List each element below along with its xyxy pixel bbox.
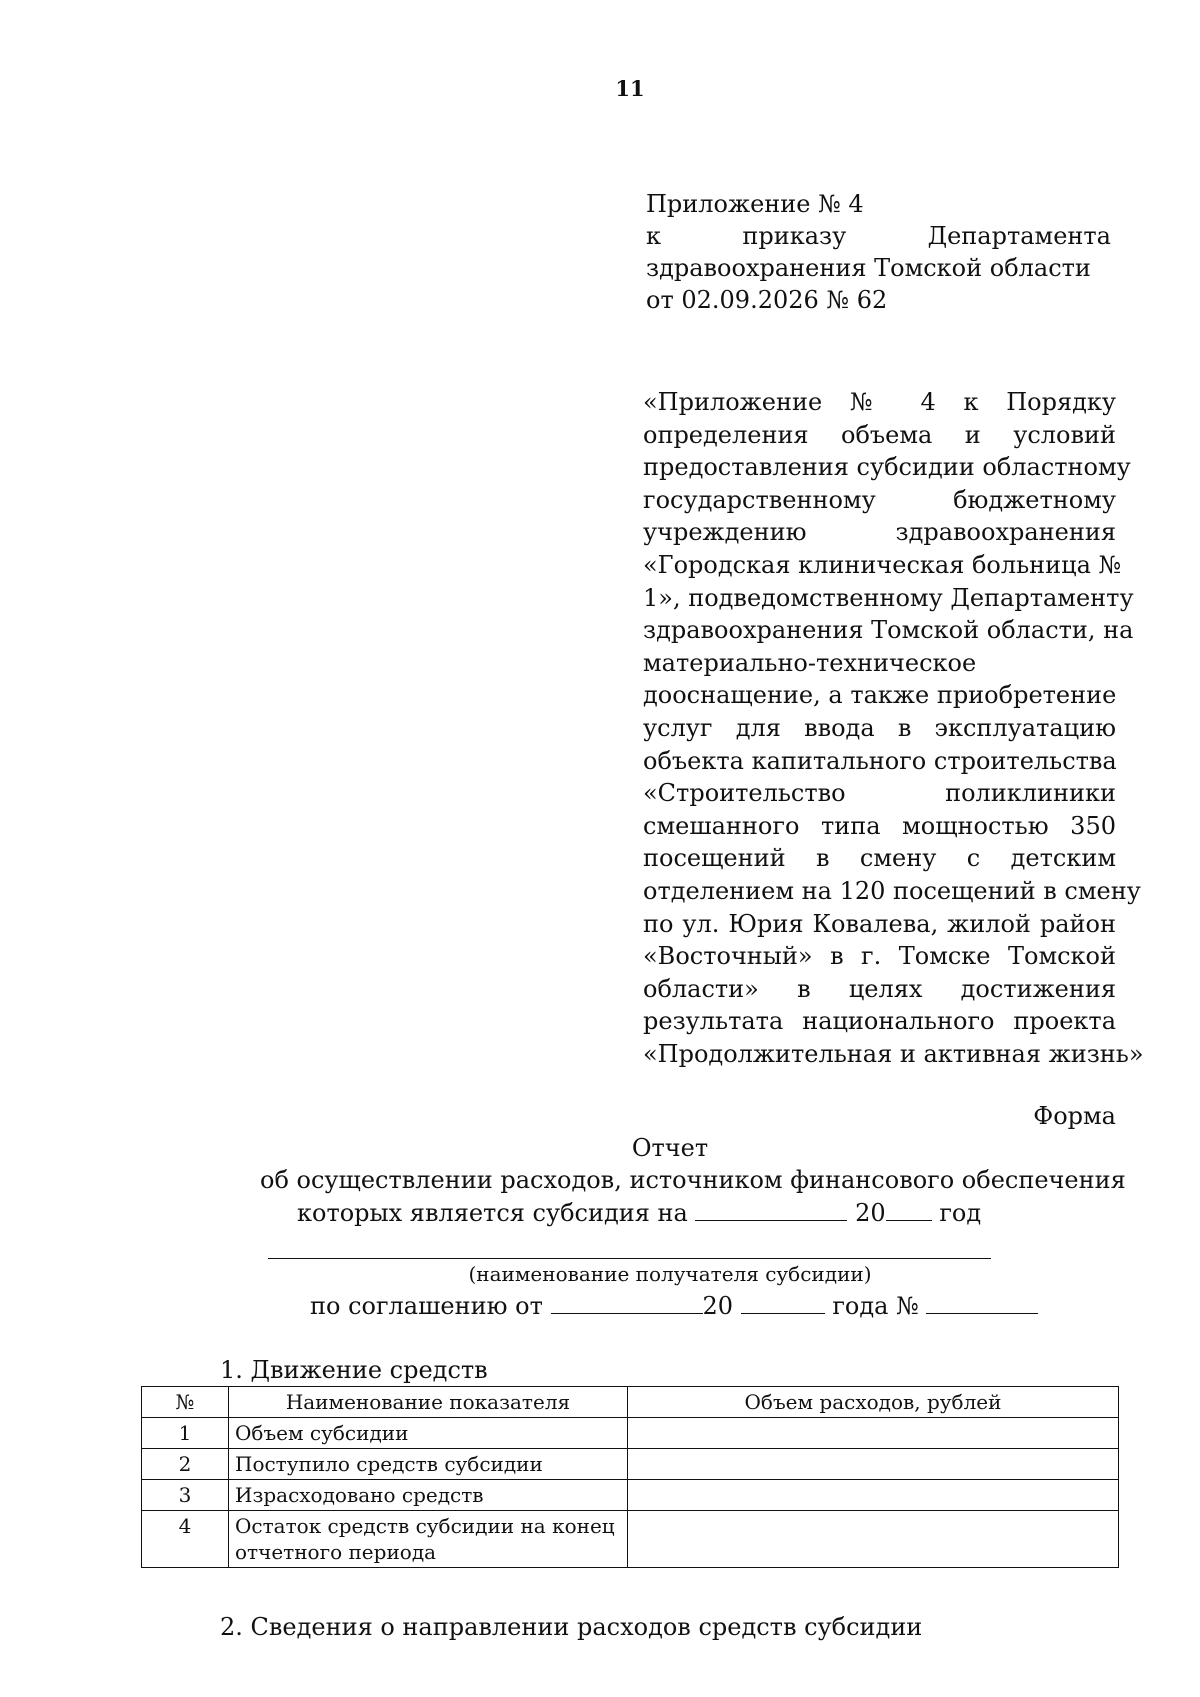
quote-line: государственному бюджетному [643,485,1116,514]
quoted-appendix-text [643,386,1144,1070]
agreement-year-blank [741,1293,825,1314]
table-row [142,1449,1119,1480]
appendix-word: к [646,222,661,250]
row-number: 1 [142,1418,229,1449]
quote-line: области» в целях достижения [643,974,1116,1003]
recipient-name-blank [268,1258,991,1259]
appendix-date: от 02.09.2026 № 62 [646,286,888,314]
row-indicator: Поступило средств субсидии [229,1449,628,1480]
recipient-caption: (наименование получателя субсидии) [468,1262,872,1286]
quote-line: предоставления субсидии областному [643,453,1131,482]
row-indicator: Объем субсидии [229,1418,628,1449]
quote-line: посещений в смену с детским [643,844,1116,873]
quote-line: «Восточный» в г. Томске Томской [643,942,1116,971]
quote-line: отделением на 120 посещений в смену [643,876,1141,905]
quote-line: дооснащение, а также приобретение [643,681,1117,710]
form-label: Форма [1033,1102,1116,1130]
quote-line: учреждению здравоохранения [643,518,1116,547]
row-indicator: Остаток средств субсидии на конец отчетного периода [229,1511,628,1568]
quote-line: «Продолжительная и активная жизнь» [643,1039,1144,1068]
table-header-row [142,1387,1119,1418]
appendix-word: Департамента [927,222,1111,250]
report-subtitle: об осуществлении расходов, источником финансового обеспечения [260,1166,1126,1194]
quote-line: «Городская клиническая больница № [643,550,1122,579]
quote-line: материально-техническое [643,648,977,677]
appendix-header [646,188,1111,316]
year-suffix: год [939,1199,982,1227]
appendix-title: Приложение № 4 [646,190,864,218]
table-row [142,1511,1119,1568]
section1-title: 1. Движение средств [220,1356,488,1384]
quote-line: «Строительство поликлиники [643,779,1116,808]
report-subsidy-label: которых является субсидия на [297,1199,688,1227]
quote-line: по ул. Юрия Ковалева, жилой район [643,909,1116,938]
report-subsidy-year-line [297,1199,981,1227]
header-amount: Объем расходов, рублей [628,1387,1119,1418]
agreement-number-label: года № [832,1292,919,1320]
row-number: 2 [142,1449,229,1480]
appendix-word: приказу [742,222,847,250]
header-indicator: Наименование показателя [229,1387,628,1418]
quote-line: «Приложение № 4 к Порядку [643,388,1116,416]
table-row [142,1418,1119,1449]
header-number: № [142,1387,229,1418]
row-amount [628,1480,1119,1511]
quote-line: объекта капитального строительства [643,746,1117,775]
agreement-date-blank [551,1293,703,1314]
appendix-order-line [646,220,1111,252]
row-amount [628,1418,1119,1449]
table-row [142,1480,1119,1511]
quote-line: 1», подведомственному Департаменту [643,583,1134,612]
row-indicator: Израсходовано средств [229,1480,628,1511]
section2-title: 2. Сведения о направлении расходов средств субсидии [220,1613,923,1641]
quote-line: результата национального проекта [643,1007,1116,1036]
row-amount [628,1449,1119,1480]
quote-line: смешанного типа мощностью 350 [643,811,1116,840]
report-title: Отчет [631,1134,709,1162]
row-number: 3 [142,1480,229,1511]
period-blank [695,1200,847,1221]
appendix-department: здравоохранения Томской области [646,254,1091,282]
agreement-number-blank [926,1293,1038,1314]
year-blank [886,1200,932,1221]
funds-movement-table [141,1386,1119,1568]
quote-line: услуг для ввода в эксплуатацию [643,713,1116,742]
agreement-line [310,1292,1038,1320]
quote-line: определения объема и условий [643,420,1116,449]
quote-line: здравоохранения Томской области, на [643,616,1134,645]
year-prefix: 20 [855,1199,886,1227]
row-number: 4 [142,1511,229,1568]
row-amount [628,1511,1119,1568]
agreement-label: по соглашению от [310,1292,543,1320]
page-number: 11 [615,76,645,101]
agreement-year-prefix: 20 [702,1292,734,1320]
